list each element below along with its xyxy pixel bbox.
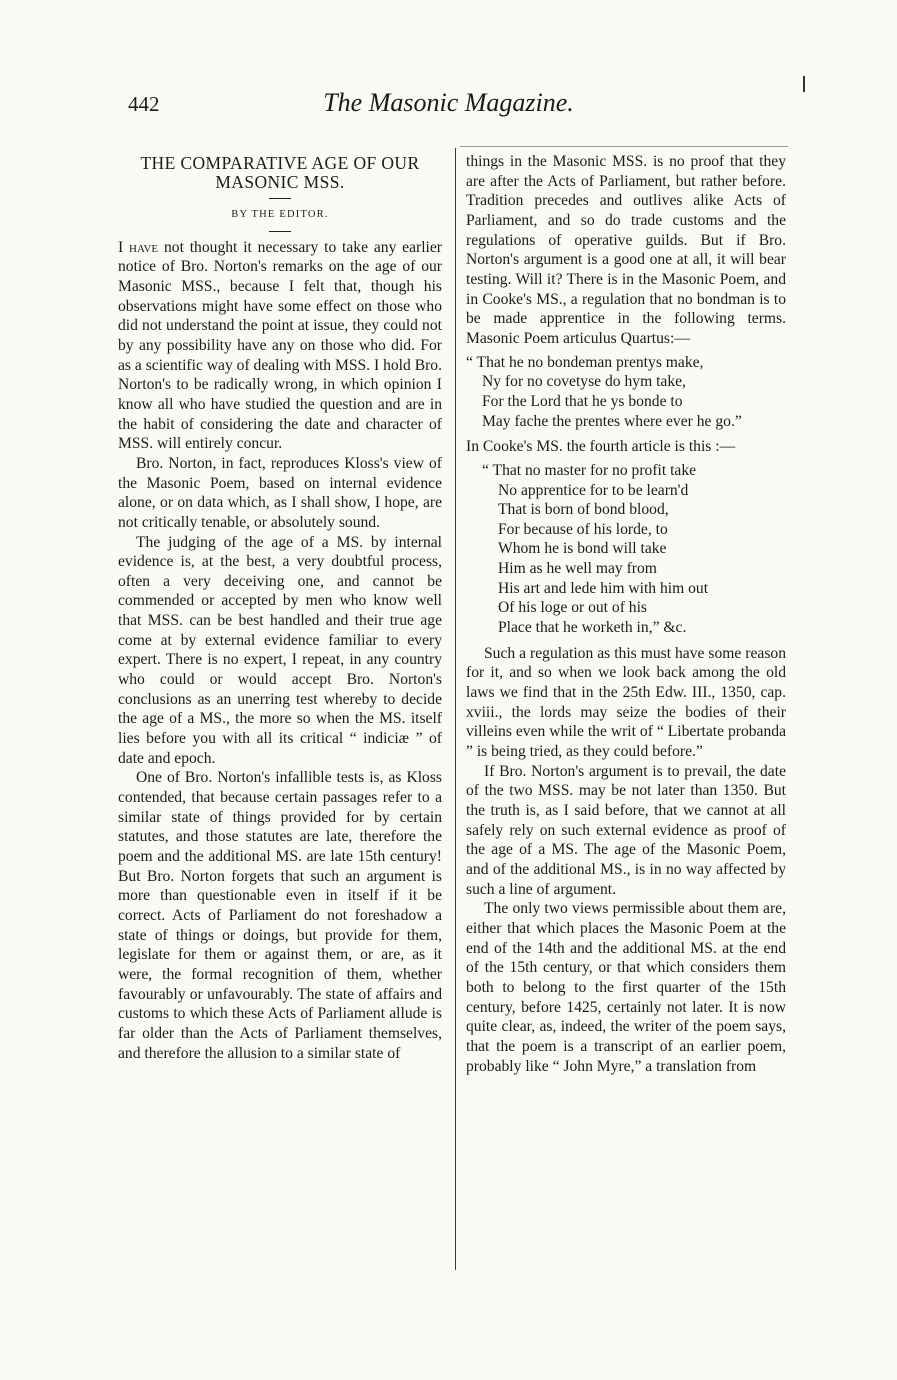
byline: BY THE EDITOR. xyxy=(231,209,329,220)
paragraph: In Cooke's MS. the fourth article is this :— xyxy=(466,438,736,456)
verse-line: That is born of bond blood, xyxy=(498,501,669,519)
verse-line: Ny for no covetyse do hym take, xyxy=(482,373,686,391)
left-column xyxy=(118,152,442,1063)
verse-line: Whom he is bond will take xyxy=(498,540,667,558)
margin-mark xyxy=(803,76,805,92)
verse-line: His art and lede him with him out xyxy=(498,579,709,597)
verse-masonic-poem xyxy=(466,353,786,432)
article-title: THE COMPARATIVE AGE OF OUR MASONIC MSS. xyxy=(140,153,420,192)
verse-line: For because of his lorde, to xyxy=(498,520,668,538)
verse-line: For the Lord that he ys bonde to xyxy=(482,392,683,410)
paragraph: The judging of the age of a MS. by internal evidence is, at the best, a very doubtful process, often a very deceiving one, and cannot be commended or accepted by men who know well that MSS. can be best handled and their true age come at by external evidence familiar to every expert. There is no expert, I repeat, in any country who could or would accept Bro. Norton's conclusions as an unerring test whereby to decide the age of a MS., the more so when the MS. itself lies before you with all its critical “ indiciæ ” of date and epoch. xyxy=(118,533,442,767)
paragraph-text: not thought it necessary to take any earlier notice of Bro. Norton's remarks on the age of our Masonic MSS., because I felt that, though his observations might have some effect on those who did not understand the point at issue, they could not by any possibility have any on those who did. For as a scientific way of dealing with MSS. I hold Bro. Norton's to be radically wrong, in which opinion I know all who have studied the question and are in the habit of considering the date and character of MSS. will entirely concur. xyxy=(118,238,442,453)
verse-line: May fache the prentes where ever he go.” xyxy=(482,412,742,430)
paragraph xyxy=(118,238,442,454)
paragraph: The only two views permissible about them are, either that which places the Masonic Poem at the end of the 14th and the additional MS. at the end of the 15th century, or that which considers them both to belong to the first quarter of the 15th century, before 1425, certainly not later. It is now quite clear, as, indeed, the writer of the poem says, that the poem is a transcript of an earlier poem, probably like “ John Myre,” a translation from xyxy=(466,900,786,1075)
lead-words: I have xyxy=(118,238,159,256)
page-number: 442 xyxy=(128,92,160,116)
verse-line: Him as he well may from xyxy=(498,560,657,578)
paragraph: If Bro. Norton's argument is to prevail, the date of the two MSS. may be not later than 1350. But the truth is, as I said before, that we cannot at all safely rely on such external evidence as proof of the age of a MS. The age of the Masonic Poem, and of the additional MS., is in no way affected by such a line of argument. xyxy=(466,762,786,898)
paragraph: Bro. Norton, in fact, reproduces Kloss's view of the Masonic Poem, based on internal evidence alone, or on data which, as I shall show, I hope, are not critically tenable, or absolutely sound. xyxy=(118,454,442,531)
verse-line: “ That he no bondeman prentys make, xyxy=(466,353,704,371)
byline-divider xyxy=(269,231,291,232)
paragraph: Such a regulation as this must have some reason for it, and so when we look back among the old laws we find that in the 25th Edw. III., 1350, cap. xviii., the lords may seize the bodies of their villeins even while the writ of “ Libertate probanda ” is being tried, as they could before.” xyxy=(466,644,786,761)
title-divider xyxy=(269,198,291,199)
verse-line: Of his loge or out of his xyxy=(498,599,647,617)
paragraph-continued: things in the Masonic MSS. is no proof that they are after the Acts of Parliament, but rather before. Tradition precedes and outlives alike Acts of Parliament, and so do trade customs and the regulations of operative guilds. But if Bro. Norton's argument is a good one at all, it will bear testing. Will it? There is in the Masonic Poem, and in Cooke's MS., a regulation that no bondman is to be made apprentice in the following terms. Masonic Poem articulus Quartus:— xyxy=(466,153,786,347)
verse-line: No apprentice for to be learn'd xyxy=(498,481,689,499)
verse-cooke-ms xyxy=(466,461,786,638)
paragraph: One of Bro. Norton's infallible tests is, as Kloss contended, that because certain passages refer to a similar state of things provided for by certain statutes, and those statutes are late, therefore the poem and the additional MS. are late 15th century! But Bro. Norton forgets that such an argument is more than questionable even in itself if it be correct. Acts of Parliament do not foreshadow a state of things or doings, but provide for them, legislate for them or against them, or are, as it were, the formal recognition of them, whether favourably or unfavourably. The state of affairs and customs to which these Acts of Parliament allude is far older than the Acts of Parliament themselves, and therefore the allusion to a similar state of xyxy=(118,769,442,1062)
verse-line: Place that he worketh in,” &c. xyxy=(498,619,687,637)
running-title: The Masonic Magazine. xyxy=(323,88,574,117)
verse-line: “ That no master for no profit take xyxy=(482,461,697,479)
column-rule xyxy=(455,148,456,1270)
header-rule xyxy=(460,146,788,147)
right-column xyxy=(466,152,786,1076)
